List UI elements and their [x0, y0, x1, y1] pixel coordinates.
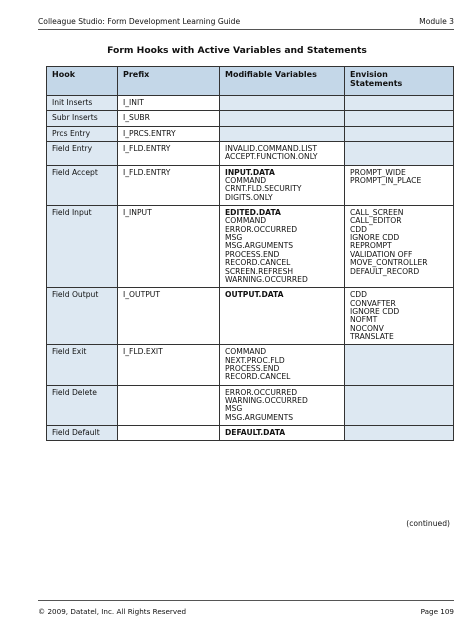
table-row: [47, 426, 454, 441]
statement-item: CALL_SCREEN: [350, 208, 404, 218]
hook-cell: Prcs Entry: [47, 126, 118, 141]
envision-statements-cell: [345, 288, 454, 345]
envision-statements-cell: [345, 96, 454, 111]
modifiable-variables-cell: [220, 345, 345, 385]
footer-copyright: © 2009, Datatel, Inc. All Rights Reserved: [38, 607, 187, 616]
header-guide-title: Colleague Studio: Form Development Learning Guide: [38, 17, 241, 26]
variable-item: MSG.ARGUMENTS: [225, 412, 294, 422]
variable-item: INPUT.DATA: [225, 167, 275, 177]
modifiable-variables-cell: [220, 206, 345, 288]
footer-divider: [38, 600, 454, 601]
column-header-envision-statements: [345, 67, 454, 96]
table-header-row: [47, 67, 454, 96]
header-divider: [38, 29, 454, 30]
modifiable-variables-cell: [220, 126, 345, 141]
modifiable-variables-cell: [220, 385, 345, 425]
table-row: [47, 142, 454, 166]
envision-statements-cell: [345, 111, 454, 126]
envision-statements-cell: [345, 126, 454, 141]
form-hooks-table: [46, 66, 454, 441]
prefix-cell: I_SUBR: [118, 111, 220, 126]
variable-item: MSG.ARGUMENTS: [225, 241, 294, 251]
variable-item: ERROR.OCCURRED: [225, 387, 298, 397]
prefix-cell: I_FLD.ENTRY: [118, 165, 220, 205]
variable-item: DEFAULT.DATA: [225, 428, 286, 437]
envision-statements-cell: [345, 206, 454, 288]
footer-page-number: Page 109: [420, 607, 454, 616]
table-row: [47, 345, 454, 385]
prefix-cell: [118, 385, 220, 425]
statement-item: DEFAULT_RECORD: [350, 266, 420, 276]
variable-item: NEXT.PROC.FLD: [225, 355, 285, 365]
hook-cell: Field Default: [47, 426, 118, 441]
prefix-cell: I_OUTPUT: [118, 288, 220, 345]
modifiable-variables-cell: [220, 96, 345, 111]
variable-item: WARNING.OCCURRED: [225, 274, 308, 284]
modifiable-variables-cell: [220, 165, 345, 205]
variable-item: ERROR.OCCURRED: [225, 224, 298, 234]
hook-cell: Subr Inserts: [47, 111, 118, 126]
prefix-cell: I_PRCS.ENTRY: [118, 126, 220, 141]
variable-item: EDITED.DATA: [225, 208, 281, 218]
envision-statements-cell: [345, 426, 454, 441]
variable-item: COMMAND: [225, 176, 267, 186]
statement-item: MOVE_CONTROLLER: [350, 258, 428, 268]
variable-item: PROCESS.END: [225, 249, 280, 259]
variable-item: OUTPUT.DATA: [225, 290, 284, 300]
continued-note: (continued): [406, 519, 450, 528]
column-header-envision-statements-word: Envision: [350, 70, 388, 79]
statement-item: CALL_EDITOR: [350, 216, 402, 226]
hook-cell: Field Exit: [47, 345, 118, 385]
variable-item: COMMAND: [225, 347, 267, 357]
variable-item: MSG: [225, 233, 243, 243]
statement-item: CDD: [350, 290, 367, 300]
prefix-cell: I_INIT: [118, 96, 220, 111]
column-header-envision-statements-word: Statements: [350, 78, 403, 88]
table-title: Form Hooks with Active Variables and Statements: [107, 45, 367, 56]
statement-item: NOCONV: [350, 323, 384, 333]
statement-item: NOFMT: [350, 315, 378, 325]
hook-cell: Field Delete: [47, 385, 118, 425]
table-row: [47, 165, 454, 205]
table-row: [47, 126, 454, 141]
variable-item: CRNT.FLD.SECURITY: [225, 184, 302, 194]
statement-item: TRANSLATE: [350, 331, 394, 341]
envision-statements-cell: [345, 165, 454, 205]
hook-cell: Field Entry: [47, 142, 118, 166]
table-body: [47, 96, 454, 441]
prefix-cell: [118, 426, 220, 441]
modifiable-variables-cell: [220, 426, 345, 441]
modifiable-variables-cell: [220, 288, 345, 345]
variable-item: INVALID.COMMAND.LIST: [225, 144, 318, 154]
envision-statements-cell: [345, 385, 454, 425]
table-row: [47, 288, 454, 345]
prefix-cell: I_FLD.ENTRY: [118, 142, 220, 166]
variable-item: MSG: [225, 404, 243, 414]
variable-item: RECORD.CANCEL: [225, 258, 291, 268]
column-header-prefix: Prefix: [118, 67, 220, 96]
envision-statements-cell: [345, 142, 454, 166]
table-row: [47, 385, 454, 425]
statement-item: CONVAFTER: [350, 298, 396, 308]
column-header-hook: Hook: [47, 67, 118, 96]
table-row: [47, 206, 454, 288]
modifiable-variables-cell: [220, 142, 345, 166]
variable-item: PROCESS.END: [225, 363, 280, 373]
envision-statements-cell: [345, 345, 454, 385]
hook-cell: Field Input: [47, 206, 118, 288]
variable-item: WARNING.OCCURRED: [225, 395, 308, 405]
statement-item: CDD: [350, 224, 367, 234]
modifiable-variables-cell: [220, 111, 345, 126]
variable-item: RECORD.CANCEL: [225, 372, 291, 382]
variable-item: SCREEN.REFRESH: [225, 266, 294, 276]
table-row: [47, 111, 454, 126]
hook-cell: Field Output: [47, 288, 118, 345]
variable-item: COMMAND: [225, 216, 267, 226]
statement-item: PROMPT_WIDE: [350, 167, 406, 177]
statement-item: IGNORE CDD: [350, 306, 400, 316]
hook-cell: Init Inserts: [47, 96, 118, 111]
header-module: Module 3: [419, 17, 454, 26]
hook-cell: Field Accept: [47, 165, 118, 205]
statement-item: IGNORE CDD: [350, 233, 400, 243]
column-header-modifiable-variables: Modifiable Variables: [220, 67, 345, 96]
statement-item: REPROMPT: [350, 241, 392, 251]
statement-item: VALIDATION OFF: [350, 249, 413, 259]
variable-item: ACCEPT.FUNCTION.ONLY: [225, 152, 318, 162]
variable-item: DIGITS.ONLY: [225, 192, 273, 202]
prefix-cell: I_INPUT: [118, 206, 220, 288]
statement-item: PROMPT_IN_PLACE: [350, 176, 422, 186]
table-row: [47, 96, 454, 111]
prefix-cell: I_FLD.EXIT: [118, 345, 220, 385]
